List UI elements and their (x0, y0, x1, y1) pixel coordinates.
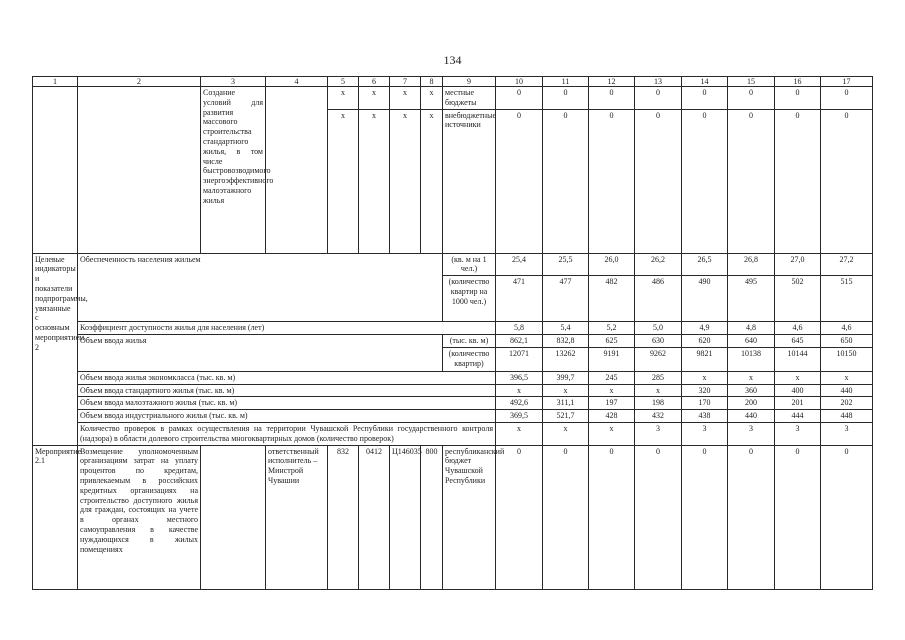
value-cell: 0 (496, 445, 543, 589)
value-cell: 0 (775, 87, 821, 110)
value-cell: x (589, 384, 635, 397)
table-row (33, 410, 873, 423)
empty-cell (266, 87, 328, 254)
value-cell: 0 (728, 445, 775, 589)
indicator-name: Объем ввода жилья (78, 334, 443, 371)
value-cell: 4,6 (775, 322, 821, 335)
value-cell: 197 (589, 397, 635, 410)
value-cell: 202 (821, 397, 873, 410)
value-cell: 0 (821, 109, 873, 253)
value-cell: 0 (728, 109, 775, 253)
value-cell: 320 (682, 384, 728, 397)
table-row (33, 445, 873, 589)
value-cell: 0 (589, 109, 635, 253)
column-number-6: 6 (359, 77, 390, 87)
value-cell: 432 (635, 410, 682, 423)
value-cell: 0 (635, 87, 682, 110)
value-cell: 620 (682, 334, 728, 347)
responsible-executor: ответственный исполнитель – Минстрой Чувашии (266, 445, 328, 589)
column-number-2: 2 (78, 77, 201, 87)
code-cell: 800 (421, 445, 443, 589)
value-cell: 502 (775, 276, 821, 322)
indicator-unit: (количество квартир) (443, 347, 496, 371)
indicator-name: Коэффициент доступности жилья для населения (лет) (78, 322, 496, 335)
value-cell: x (775, 371, 821, 384)
column-number-12: 12 (589, 77, 635, 87)
code-cell: Ц146035 (390, 445, 421, 589)
value-cell: 10144 (775, 347, 821, 371)
value-cell: 3 (775, 422, 821, 445)
value-cell: 0 (543, 109, 589, 253)
indicator-name: Объем ввода индустриального жилья (тыс. кв. м) (78, 410, 496, 423)
value-cell: 438 (682, 410, 728, 423)
value-cell: 471 (496, 276, 543, 322)
value-cell: 25,4 (496, 253, 543, 276)
value-cell: 5,2 (589, 322, 635, 335)
value-cell: 201 (775, 397, 821, 410)
value-cell: 440 (728, 410, 775, 423)
value-cell: 4,9 (682, 322, 728, 335)
value-cell: 5,8 (496, 322, 543, 335)
code-cell: x (390, 87, 421, 110)
table-row (33, 87, 873, 110)
value-cell: x (635, 384, 682, 397)
value-cell: 285 (635, 371, 682, 384)
measure-label: Мероприятие 2.1 (33, 445, 78, 589)
value-cell: x (543, 384, 589, 397)
table-row (33, 397, 873, 410)
program-table (32, 76, 873, 590)
value-cell: 26,8 (728, 253, 775, 276)
value-cell: 448 (821, 410, 873, 423)
table-body (33, 77, 873, 590)
value-cell: 3 (635, 422, 682, 445)
value-cell: 490 (682, 276, 728, 322)
value-cell: 862,1 (496, 334, 543, 347)
value-cell: 4,8 (728, 322, 775, 335)
value-cell: 0 (589, 87, 635, 110)
value-cell: 27,2 (821, 253, 873, 276)
value-cell: 10138 (728, 347, 775, 371)
code-cell: x (359, 87, 390, 110)
value-cell: 521,7 (543, 410, 589, 423)
value-cell: 640 (728, 334, 775, 347)
table-row (33, 253, 873, 276)
value-cell: 515 (821, 276, 873, 322)
code-cell: x (390, 109, 421, 253)
value-cell: 440 (821, 384, 873, 397)
column-number-row (33, 77, 873, 87)
column-number-7: 7 (390, 77, 421, 87)
table-row (33, 371, 873, 384)
value-cell: x (728, 371, 775, 384)
value-cell: 482 (589, 276, 635, 322)
code-cell: x (421, 87, 443, 110)
value-cell: 396,5 (496, 371, 543, 384)
column-number-10: 10 (496, 77, 543, 87)
value-cell: 477 (543, 276, 589, 322)
value-cell: 0 (775, 445, 821, 589)
column-number-13: 13 (635, 77, 682, 87)
value-cell: 0 (821, 87, 873, 110)
value-cell: x (496, 422, 543, 445)
value-cell: 200 (728, 397, 775, 410)
column-number-16: 16 (775, 77, 821, 87)
indicator-name: Обеспеченность населения жильем (78, 253, 443, 322)
value-cell: x (496, 384, 543, 397)
column-number-17: 17 (821, 77, 873, 87)
code-cell: x (328, 87, 359, 110)
value-cell: 198 (635, 397, 682, 410)
value-cell: 0 (728, 87, 775, 110)
value-cell: 3 (821, 422, 873, 445)
code-cell: 832 (328, 445, 359, 589)
funding-source: республиканский бюджет Чувашской Республики (443, 445, 496, 589)
value-cell: 0 (589, 445, 635, 589)
indicator-unit: (кв. м на 1 чел.) (443, 253, 496, 276)
funding-source: внебюджетные источники (443, 109, 496, 253)
value-cell: 3 (682, 422, 728, 445)
empty-cell (78, 87, 201, 254)
value-cell: 360 (728, 384, 775, 397)
column-number-3: 3 (201, 77, 266, 87)
value-cell: 400 (775, 384, 821, 397)
value-cell: 9262 (635, 347, 682, 371)
column-number-15: 15 (728, 77, 775, 87)
value-cell: 0 (635, 109, 682, 253)
empty-cell (33, 87, 78, 254)
value-cell: 25,5 (543, 253, 589, 276)
table-row (33, 384, 873, 397)
value-cell: 650 (821, 334, 873, 347)
value-cell: 369,5 (496, 410, 543, 423)
value-cell: 495 (728, 276, 775, 322)
column-number-1: 1 (33, 77, 78, 87)
value-cell: x (682, 371, 728, 384)
measure-name: Возмещение уполномоченным организациям затрат на уплату процентов по кредитам, привлекаемым в российских кредитных организациях на строительство доступного жилья для граждан, состоящих на учете в органах местного самоуправления в качестве нуждающихся в жилых помещениях (78, 445, 201, 589)
column-number-4: 4 (266, 77, 328, 87)
table-row (33, 334, 873, 347)
value-cell: 0 (543, 445, 589, 589)
indicator-name: Объем ввода малоэтажного жилья (тыс. кв. м) (78, 397, 496, 410)
value-cell: 630 (635, 334, 682, 347)
funding-source: местные бюджеты (443, 87, 496, 110)
page-number: 134 (443, 53, 462, 67)
value-cell: 26,2 (635, 253, 682, 276)
value-cell: 832,8 (543, 334, 589, 347)
value-cell: 311,1 (543, 397, 589, 410)
value-cell: 399,7 (543, 371, 589, 384)
value-cell: 9821 (682, 347, 728, 371)
value-cell: 13262 (543, 347, 589, 371)
value-cell: 0 (775, 109, 821, 253)
indicator-name: Количество проверок в рамках осуществления на территории Чувашской Республики государственного контроля (надзора) в области долевого строительства многоквартирных домов (количество проверок) (78, 422, 496, 445)
value-cell: x (543, 422, 589, 445)
value-cell: 0 (682, 109, 728, 253)
column-number-9: 9 (443, 77, 496, 87)
column-number-14: 14 (682, 77, 728, 87)
value-cell: 0 (543, 87, 589, 110)
value-cell: 0 (496, 87, 543, 110)
value-cell: 428 (589, 410, 635, 423)
code-cell: x (359, 109, 390, 253)
value-cell: 625 (589, 334, 635, 347)
indicator-name: Объем ввода стандартного жилья (тыс. кв. м) (78, 384, 496, 397)
indicator-unit: (количество квартир на 1000 чел.) (443, 276, 496, 322)
value-cell: 492,6 (496, 397, 543, 410)
code-cell: 0412 (359, 445, 390, 589)
value-cell: x (821, 371, 873, 384)
value-cell: 486 (635, 276, 682, 322)
value-cell: 9191 (589, 347, 635, 371)
measure-description: Создание условий для развития массового строительства стандартного жилья, в том числе быстровозводимого энергоэффективного малоэтажного жилья (201, 87, 266, 254)
column-number-8: 8 (421, 77, 443, 87)
value-cell: 0 (496, 109, 543, 253)
indicator-name: Объем ввода жилья экономкласса (тыс. кв. м) (78, 371, 496, 384)
value-cell: 5,4 (543, 322, 589, 335)
value-cell: 0 (682, 87, 728, 110)
value-cell: 5,0 (635, 322, 682, 335)
value-cell: 12071 (496, 347, 543, 371)
table-row (33, 422, 873, 445)
value-cell: 170 (682, 397, 728, 410)
value-cell: 0 (821, 445, 873, 589)
indicator-unit: (тыс. кв. м) (443, 334, 496, 347)
value-cell: 10150 (821, 347, 873, 371)
value-cell: 444 (775, 410, 821, 423)
value-cell: 3 (728, 422, 775, 445)
value-cell: 645 (775, 334, 821, 347)
value-cell: 0 (635, 445, 682, 589)
column-number-11: 11 (543, 77, 589, 87)
code-cell: x (328, 109, 359, 253)
value-cell: x (589, 422, 635, 445)
empty-cell (201, 445, 266, 589)
code-cell: x (421, 109, 443, 253)
value-cell: 27,0 (775, 253, 821, 276)
value-cell: 26,0 (589, 253, 635, 276)
indicator-group-label: Целевые индикаторы и показатели подпрограммы, увязанные с основным мероприятием 2 (33, 253, 78, 445)
value-cell: 0 (682, 445, 728, 589)
table-row (33, 322, 873, 335)
column-number-5: 5 (328, 77, 359, 87)
value-cell: 26,5 (682, 253, 728, 276)
value-cell: 245 (589, 371, 635, 384)
value-cell: 4,6 (821, 322, 873, 335)
